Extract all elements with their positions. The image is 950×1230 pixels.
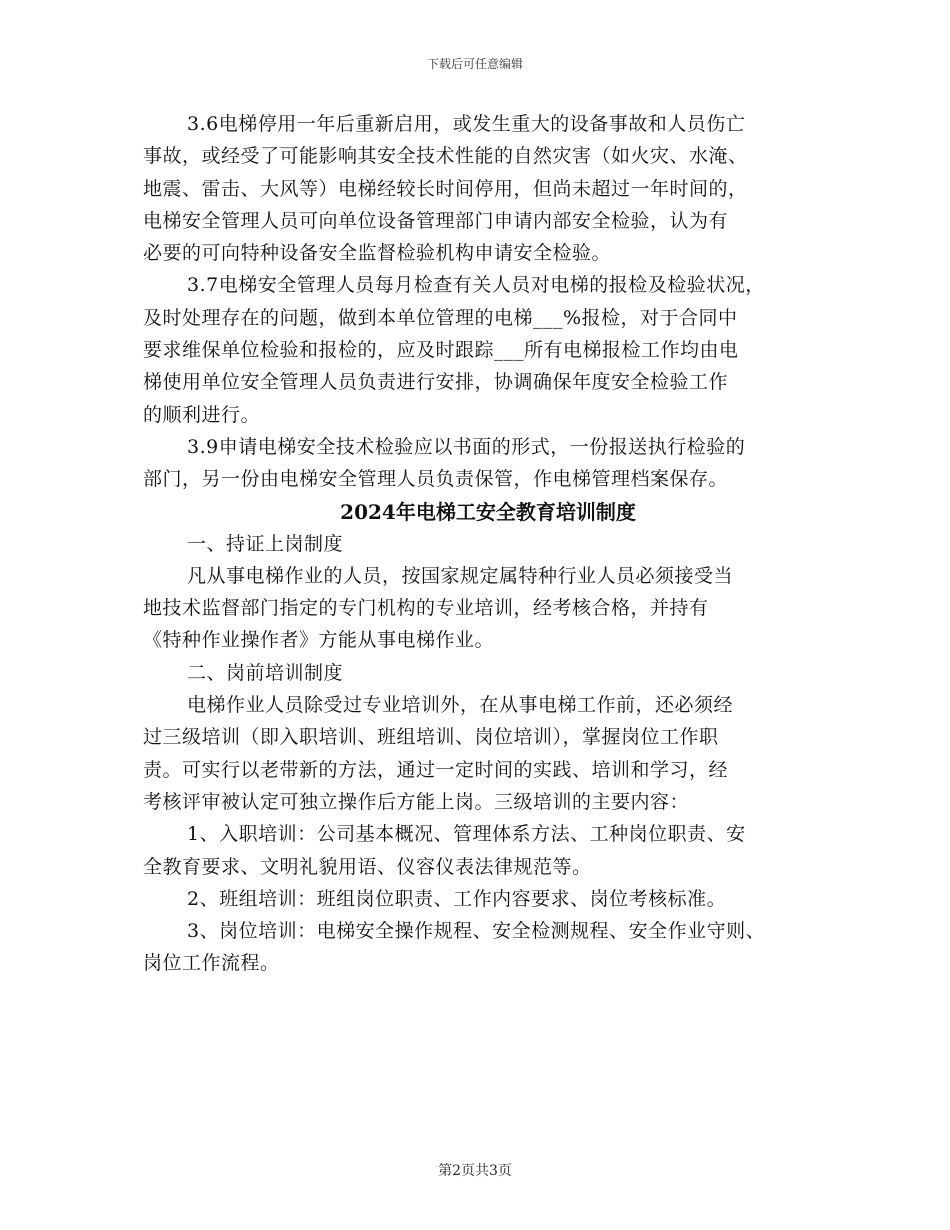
paragraph-line: 1、入职培训：公司基本概况、管理体系方法、工种岗位职责、安 xyxy=(187,823,746,846)
paragraph-line: 2、班组培训：班组岗位职责、工作内容要求、岗位考核标准。 xyxy=(187,887,727,910)
paragraph-line: 3.9申请电梯安全技术检验应以书面的形式，一份报送执行检验的 xyxy=(187,435,746,458)
paragraph-line: 及时处理存在的问题，做到本单位管理的电梯___%报检，对于合同中 xyxy=(143,306,738,329)
paragraph-line: 过三级培训（即入职培训、班组培训、岗位培训），掌握岗位工作职 xyxy=(143,726,719,749)
paragraph-line: 地震、雷击、大风等）电梯经较长时间停用，但尚未超过一年时间的， xyxy=(143,177,748,200)
page-header: 下载后可任意编辑 xyxy=(426,57,523,71)
paragraph-line: 凡从事电梯作业的人员，按国家规定属特种行业人员必须接受当 xyxy=(187,564,734,587)
paragraph-line: 3.6电梯停用一年后重新启用，或发生重大的设备事故和人员伤亡 xyxy=(187,113,746,135)
paragraph-line: 梯使用单位安全管理人员负责进行安排，协调确保年度安全检验工作 xyxy=(143,371,729,394)
section-heading: 一、持证上岗制度 xyxy=(187,532,344,555)
section-heading: 二、岗前培训制度 xyxy=(187,661,344,684)
document-body xyxy=(143,108,833,980)
paragraph-line: 全教育要求、文明礼貌用语、仪容仪表法律规范等。 xyxy=(143,855,592,878)
paragraph-line: 要求维保单位检验和报检的，应及时跟踪___所有电梯报检工作均由电 xyxy=(143,339,739,362)
paragraph-line: 事故，或经受了可能影响其安全技术性能的自然灾害（如火灾、水淹、 xyxy=(143,145,748,168)
page-footer: 第2页共3页 xyxy=(438,1163,512,1179)
paragraph-line: 电梯作业人员除受过专业培训外，在从事电梯工作前，还必须经 xyxy=(187,694,734,717)
paragraph-line: 《特种作业操作者》方能从事电梯作业。 xyxy=(143,629,495,652)
paragraph-line: 3.7电梯安全管理人员每月检查有关人员对电梯的报检及检验状况， xyxy=(187,274,765,297)
paragraph-line: 考核评审被认定可独立操作后方能上岗。三级培训的主要内容： xyxy=(143,790,690,813)
paragraph-line: 3、岗位培训：电梯安全操作规程、安全检测规程、安全作业守则、 xyxy=(187,920,766,943)
paragraph-line: 的顺利进行。 xyxy=(143,403,261,426)
paragraph-line: 电梯安全管理人员可向单位设备管理部门申请内部安全检验，认为有 xyxy=(143,209,729,232)
section-title: 2024年电梯工安全教育培训制度 xyxy=(340,499,636,524)
paragraph-line: 地技术监督部门指定的专门机构的专业培训，经考核合格，并持有 xyxy=(143,597,709,620)
paragraph-line: 必要的可向特种设备安全监督检验机构申请安全检验。 xyxy=(143,242,612,265)
paragraph-line: 岗位工作流程。 xyxy=(143,952,280,975)
paragraph-line: 责。可实行以老带新的方法，通过一定时间的实践、培训和学习，经 xyxy=(143,758,729,781)
paragraph-line: 部门，另一份由电梯安全管理人员负责保管，作电梯管理档案保存。 xyxy=(143,468,729,491)
